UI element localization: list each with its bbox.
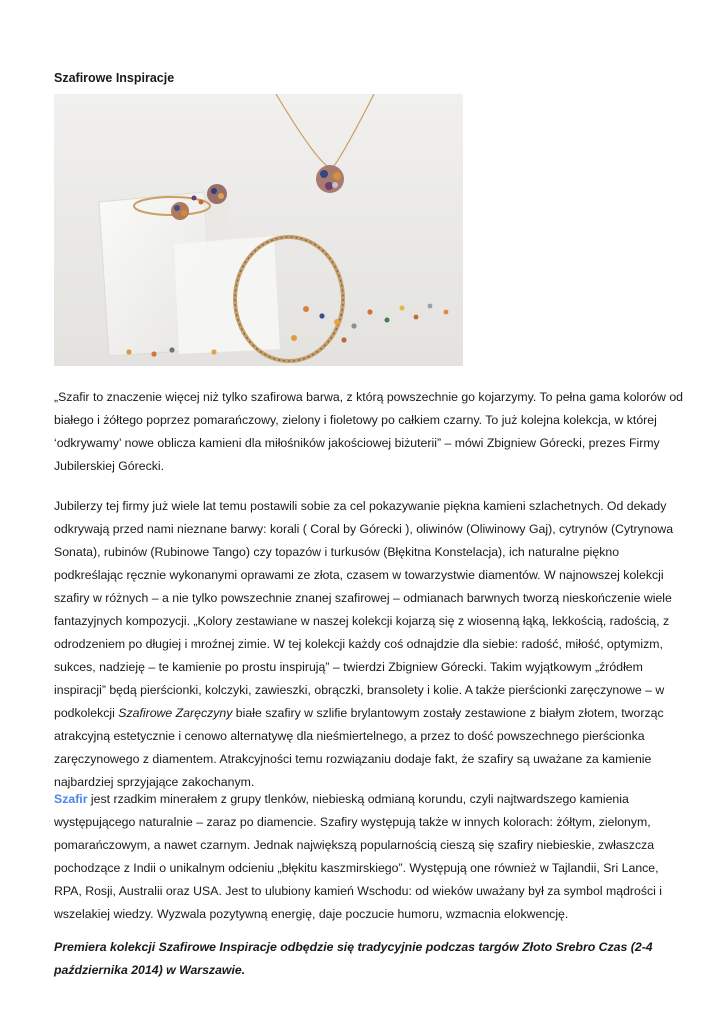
subcollection-name: Szafirowe Zaręczyny [118,706,233,720]
sapphire-highlight: Szafir [54,792,88,806]
paragraph-collection [54,495,684,794]
premiere-announcement: Premiera kolekcji Szafirowe Inspiracje odbędzie się tradycyjnie podczas targów Złoto Srebro Czas (2-4 października 2014) w Warszawie. [54,940,653,977]
paragraph-sapphire-text: jest rzadkim minerałem z grupy tlenków, niebieską odmianą korundu, czyli najtwardszego kamienia występującego naturalnie – zaraz po diamencie. Szafiry występują także w innych kolorach: żółtym, zielonym, pomarańczowym, a nawet czarnym. Jednak największą popularnością cieszą się szafiry niebieskie, zwłaszcza pochodzące z Indii o unikalnym odcieniu „błękitu kaszmirskiego”. Występują one również w Tajlandii, Sri Lance, RPA, Rosji, Australii oraz USA. Jest to ulubiony kamień Wschodu: od wieków uważany był za symbol mądrości i wszelakiej wiedzy. Wyzwala pozytywną energię, daje poczucie humoru, wzmacnia elokwencję. [54,792,663,921]
jewelry-photo [54,94,463,366]
paragraph-collection-text-b: białe szafiry w szlifie brylantowym zostały zestawione z białym złotem, tworząc atrakcyjną estetycznie i cenowo alternatywę dla nieśmiertelnego, a przez to dość powszechnego pierścionka zaręczynowego z diamentem. Atrakcyjności temu rozwiązaniu dodaje fakt, że szafiry są uważane za kamienie najbardziej sprzyjające zakochanym. [54,706,664,789]
paragraph-collection-text-a: Jubilerzy tej firmy już wiele lat temu postawili sobie za cel pokazywanie piękna kamieni szlachetnych. Od dekady odkrywają przed nami nieznane barwy: korali ( Coral by Górecki ), oliwinów (Oliwinowy Gaj), cytrynów (Cytrynowa Sonata), rubinów (Rubinowe Tango) czy topazów i turkusów (Błękitna Konstelacja), ich naturalne piękno podkreślając ręcznie wykonanymi oprawami ze złota, czasem w towarzystwie diamentów. W najnowszej kolekcji szafiry w różnych – a nie tylko powszechnie znanej szafirowej – odmianach barwnych tworzą nieskończenie wiele fantazyjnych kompozycji. „Kolory zestawiane w naszej kolekcji kojarzą się z wiosenną łąką, lekkością, radością, z odrodzeniem po długiej i mroźnej zimie. W tej kolekcji każdy coś odnajdzie dla siebie: radość, miłość, optymizm, sukces, nadzieję – te kamienie po prostu inspirują” – twierdzi Zbigniew Górecki. Takim wyjątkowym „źródłem inspiracji” będą pierścionki, kolczyki, zawieszki, obrączki, bransolety i kolie. A także pierścionki zaręczynowe – w podkolekcji [54,499,674,720]
paragraph-quote: „Szafir to znaczenie więcej niż tylko szafirowa barwa, z którą powszechnie go kojarzymy. To pełna gama kolorów od białego i żółtego poprzez pomarańczowy, zielony i fioletowy po całkiem czarny. To już kolejna kolekcja, w której ‘odkrywamy’ nowe oblicza kamieni dla miłośników jakościowej biżuterii” – mówi Zbigniew Górecki, prezes Firmy Jubilerskiej Górecki. [54,390,684,473]
document-title: Szafirowe Inspiracje [54,71,175,85]
paragraph-sapphire [54,788,684,926]
